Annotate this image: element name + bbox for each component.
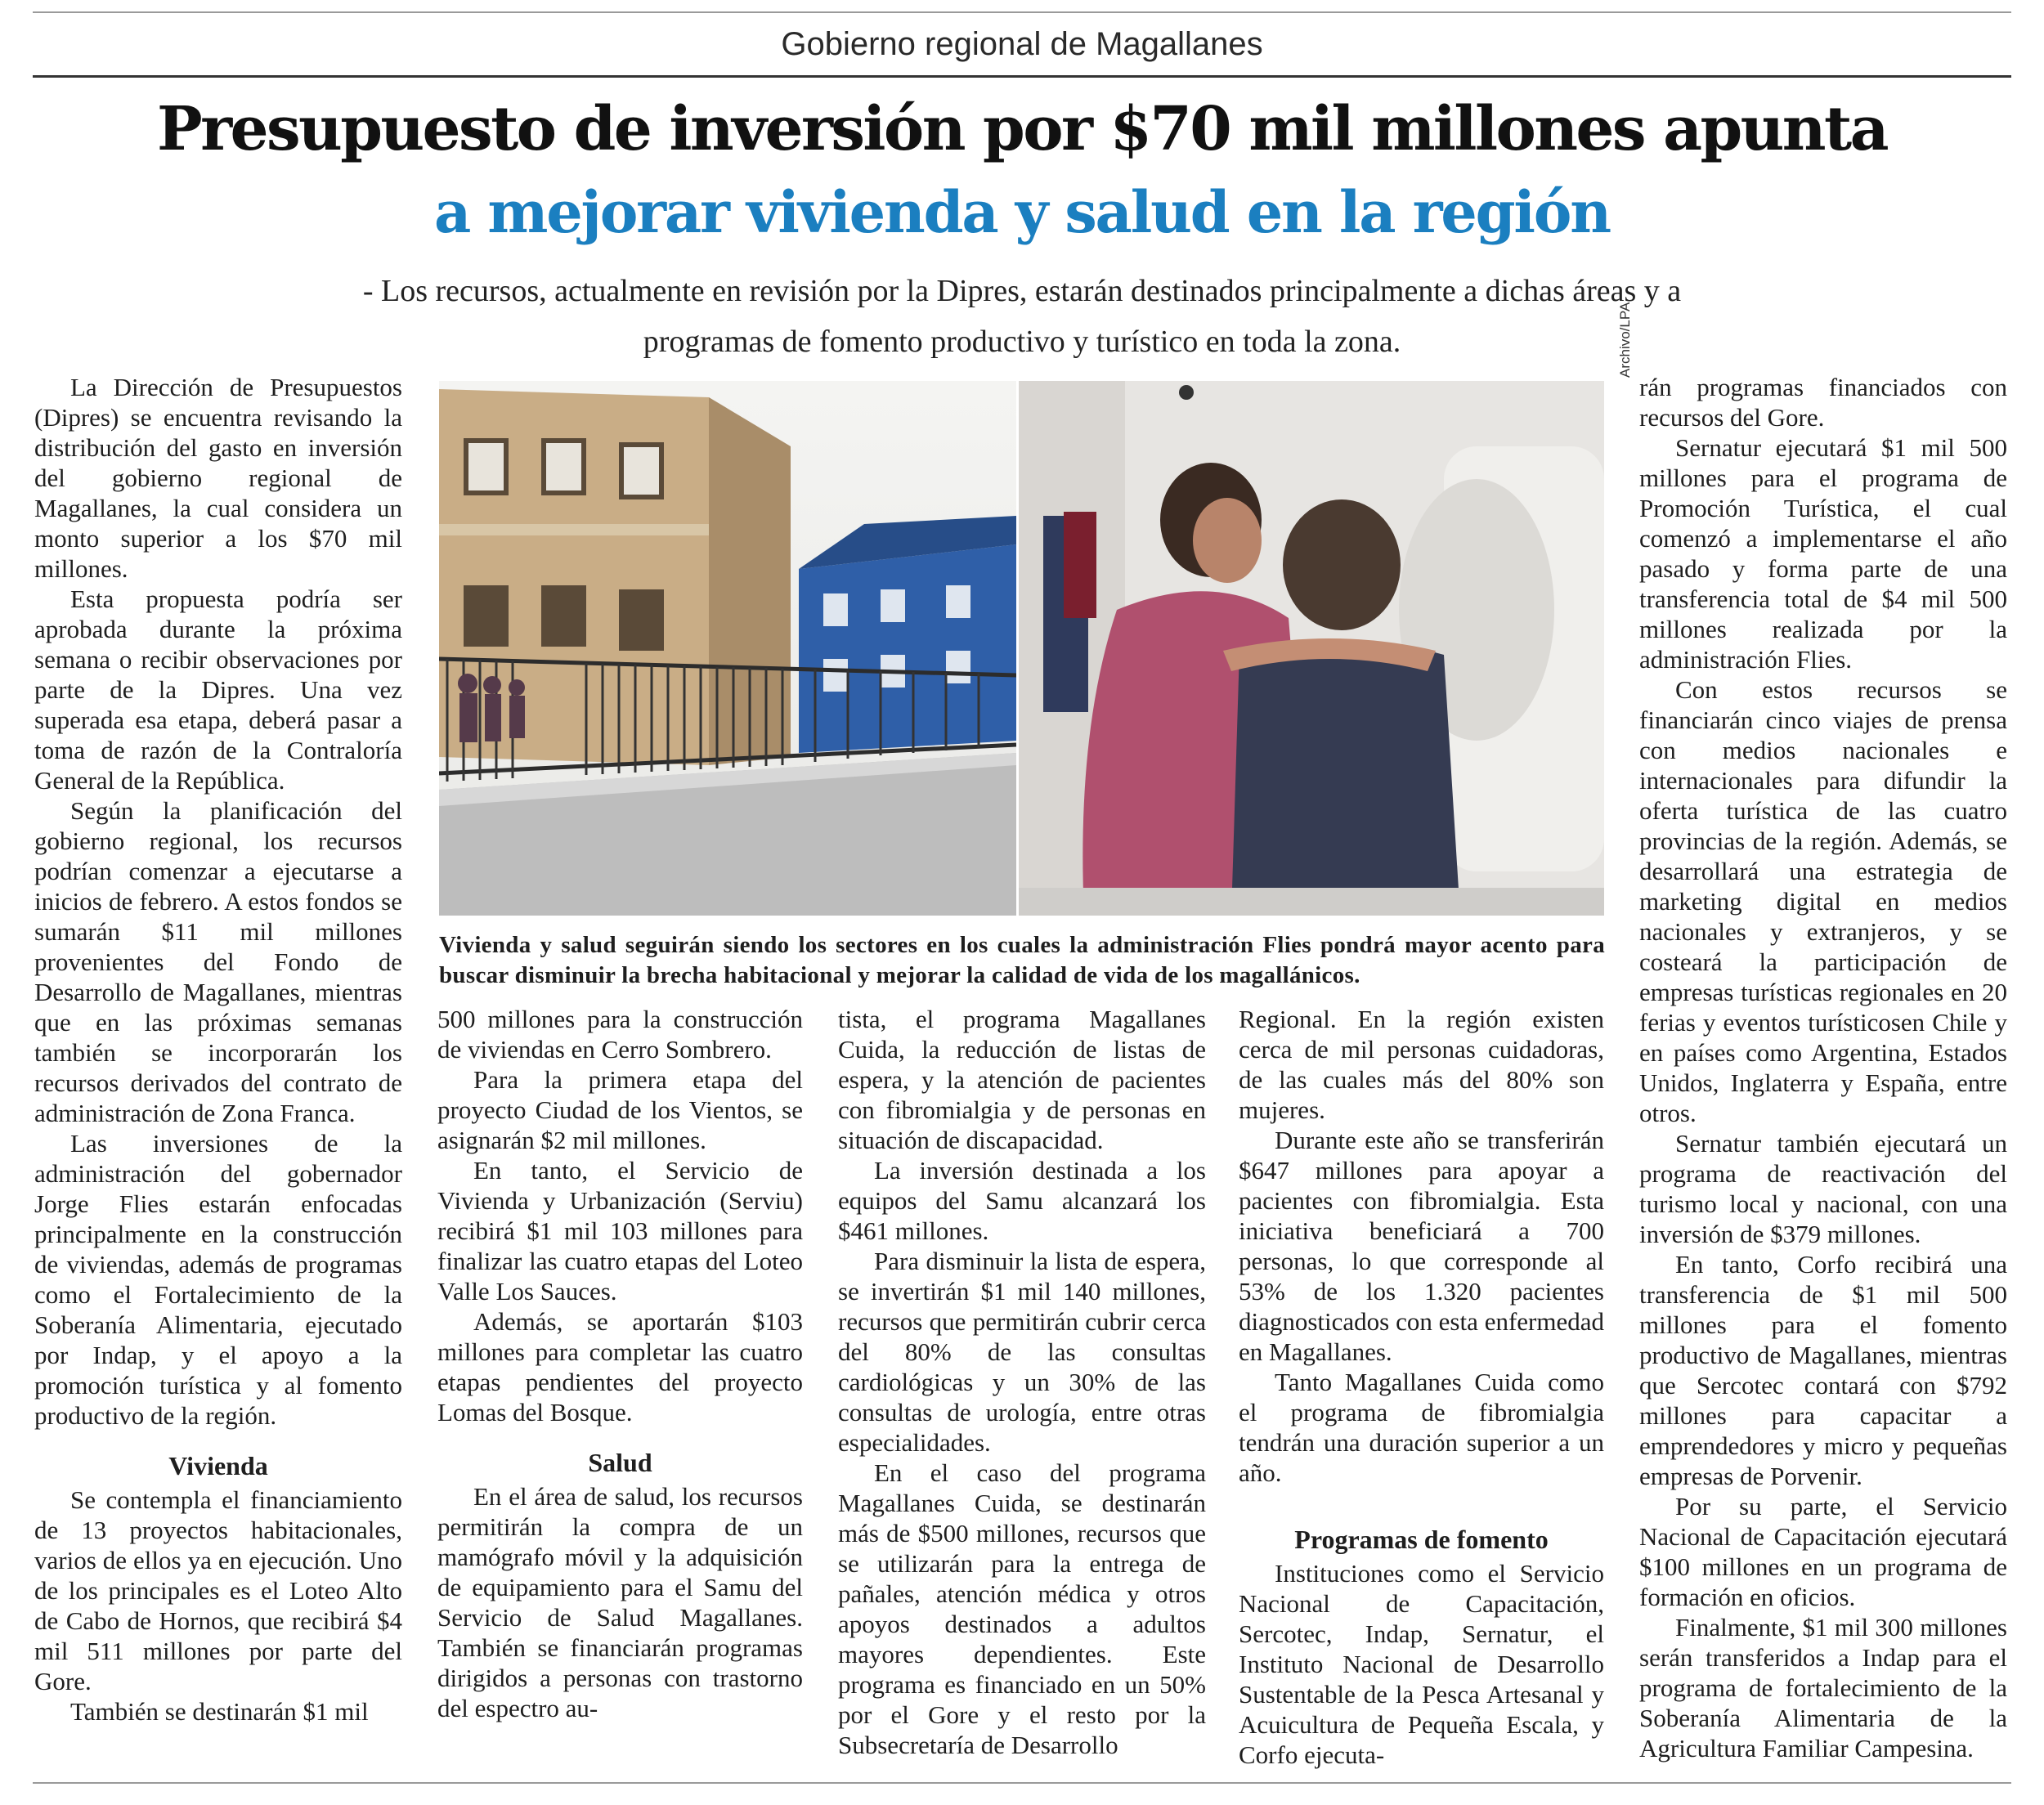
paragraph: Sernatur también ejecutará un programa de reactivación del turismo local y nacional, con una inversión de $379 millones. xyxy=(1639,1129,2007,1248)
paragraph: En el caso del programa Magallanes Cuida, se destinarán más de $500 millones, recursos que se utilizarán para la entrega de pañales, atención médica y otros apoyos destinados a adultos mayores dependientes. Este programa es financiado en un 50% por el Gore y el resto por la Subsecretaría de Desarrollo xyxy=(838,1458,1206,1759)
subheading-programas-de-fomento: Programas de fomento xyxy=(1294,1525,1549,1554)
paragraph: 500 millones para la construcción de viviendas en Cerro Sombrero. xyxy=(437,1005,803,1064)
paragraph: Se contempla el financiamiento de 13 proyectos habitacionales, varios de ellos ya en ejecución. Uno de los principales es el Loteo Alto de Cabo de Hornos, que recibirá $4 mil 511 millones por parte del Gore. xyxy=(34,1485,402,1695)
paragraph: Además, se aportarán $103 millones para completar las cuatro etapas pendientes del proyecto Lomas del Bosque. xyxy=(437,1307,803,1427)
section-rule xyxy=(33,75,2011,78)
article-column-5 xyxy=(1639,372,2007,1763)
photo-credit: Archivo/LPA xyxy=(1617,302,1633,378)
paragraph: Para la primera etapa del proyecto Ciudad de los Vientos, se asignarán $2 mil millones. xyxy=(437,1065,803,1154)
paragraph: Con estos recursos se financiarán cinco viajes de prensa con medios nacionales e internacionales para difundir la oferta turística de las cuatro provincias de la región. Además, se desarrollará una estrategia de marketing digital en medios nacionales y extranjeros, y se costeará la participación de empresas turísticas regionales en 20 ferias y eventos turísticosen Chile y en países como Argentina, Estados Unidos, Inglaterra y España, entre otros. xyxy=(1639,675,2007,1127)
paragraph: La inversión destinada a los equipos del Samu alcanzará los $461 millones. xyxy=(838,1156,1206,1245)
paragraph: Tanto Magallanes Cuida como el programa de fibromialgia tendrán una duración superior a un año. xyxy=(1239,1368,1604,1487)
subheading-salud: Salud xyxy=(588,1448,652,1477)
paragraph: También se destinarán $1 mil xyxy=(70,1697,369,1726)
paragraph: En tanto, el Servicio de Vivienda y Urbanización (Serviu) recibirá $1 mil 103 millones para finalizar las cuatro etapas del Loteo Valle Los Sauces. xyxy=(437,1156,803,1306)
article-column-3 xyxy=(838,1004,1206,1760)
subhead: - Los recursos, actualmente en revisión por la Dipres, estarán destinados principalmente a dichas áreas y a programas de fomento productivo y turístico en toda la zona. xyxy=(362,274,1682,359)
paragraph: Por su parte, el Servicio Nacional de Capacitación ejecutará $100 millones en un programa de formación en oficios. xyxy=(1639,1492,2007,1611)
paragraph: rán programas financiados con recursos del Gore. xyxy=(1639,373,2007,432)
housing-photo xyxy=(439,381,1016,916)
paragraph: Instituciones como el Servicio Nacional de Capacitación, Sercotec, Indap, Sernatur, el Instituto Nacional de Desarrollo Sustentable de la Pesca Artesanal y Acuicultura de Pequeña Escala, y Corfo ejecuta- xyxy=(1239,1559,1604,1769)
health-photo xyxy=(1019,381,1604,916)
top-rule xyxy=(33,11,2011,13)
section-label: Gobierno regional de Magallanes xyxy=(781,26,1263,62)
housing-photo-image xyxy=(439,381,1016,916)
paragraph: Esta propuesta podría ser aprobada durante la próxima semana o recibir observaciones por parte de la Dipres. Una vez superada esa etapa, deberá pasar a toma de razón de la Contraloría General de la República. xyxy=(34,584,402,795)
health-photo-image xyxy=(1019,381,1604,916)
paragraph: Finalmente, $1 mil 300 millones serán transferidos a Indap para el programa de fortalecimiento de la Soberanía Alimentaria de la Agricultura Familiar Campesina. xyxy=(1639,1613,2007,1762)
paragraph: Sernatur ejecutará $1 mil 500 millones para el programa de Promoción Turística, el cual comenzó a implementarse el año pasado y forma parte de una transferencia total de $4 mil 500 millones realizada por la administración Flies. xyxy=(1639,433,2007,674)
paragraph: La Dirección de Presupuestos (Dipres) se encuentra revisando la distribución del gasto en inversión del gobierno regional de Magallanes, la cual considera un monto superior a los $70 mil millones. xyxy=(34,373,402,583)
paragraph: Regional. En la región existen cerca de mil personas cuidadoras, de las cuales más del 80% son mujeres. xyxy=(1239,1005,1604,1124)
headline-line-1: Presupuesto de inversión por $70 mil millones apunta xyxy=(157,94,1887,164)
bottom-rule xyxy=(33,1782,2011,1784)
paragraph: tista, el programa Magallanes Cuida, la reducción de listas de espera, y la atención de pacientes con fibromialgia y de personas en situación de discapacidad. xyxy=(838,1005,1206,1154)
paragraph: Para disminuir la lista de espera, se invertirán $1 mil 140 millones, recursos que permitirán cubrir cerca del 80% de las consultas cardiológicas y un 30% de las consultas de urología, entre otras especialidades. xyxy=(838,1247,1206,1457)
paragraph: Según la planificación del gobierno regional, los recursos podrían comenzar a ejecutarse a inicios de febrero. A estos fondos se sumarán $11 mil millones provenientes del Fondo de Desarrollo de Magallanes, mientras que en las próximas semanas también se incorporarán los recursos derivados del contrato de administración de Zona Franca. xyxy=(34,796,402,1127)
article-column-2 xyxy=(437,1004,803,1723)
headline-line-2: a mejorar vivienda y salud en la región xyxy=(434,178,1610,246)
photo-caption: Vivienda y salud seguirán siendo los sectores en los cuales la administración Flies pondrá mayor acento para buscar disminuir la brecha habitacional y mejorar la calidad de vida de los magallánicos. xyxy=(439,932,1605,988)
article-column-4 xyxy=(1239,1004,1604,1770)
subheading-vivienda: Vivienda xyxy=(168,1451,268,1480)
paragraph: En tanto, Corfo recibirá una transferencia de $1 mil 500 millones para el fomento productivo de Magallanes, mientras que Sercotec contará con $792 millones para capacitar a emprendedores y micro y pequeñas empresas de Porvenir. xyxy=(1639,1250,2007,1490)
paragraph: En el área de salud, los recursos permitirán la compra de un mamógrafo móvil y la adquisición de equipamiento para el Samu del Servicio de Salud Magallanes. También se financiarán programas dirigidos a personas con trastorno del espectro au- xyxy=(437,1482,803,1722)
paragraph: Durante este año se transferirán $647 millones para apoyar a pacientes con fibromialgia. Esta iniciativa beneficiará a 700 personas, lo que corresponde al 53% de los 1.320 pacientes diagnosticados con esta enfermedad en Magallanes. xyxy=(1239,1126,1604,1366)
article-column-1 xyxy=(34,372,402,1727)
paragraph: Las inversiones de la administración del gobernador Jorge Flies estarán enfocadas principalmente en la construcción de viviendas, además de programas como el Fortalecimiento de la Soberanía Alimentaria, ejecutado por Indap, y el apoyo a la promoción turística y al fomento productivo de la región. xyxy=(34,1129,402,1430)
